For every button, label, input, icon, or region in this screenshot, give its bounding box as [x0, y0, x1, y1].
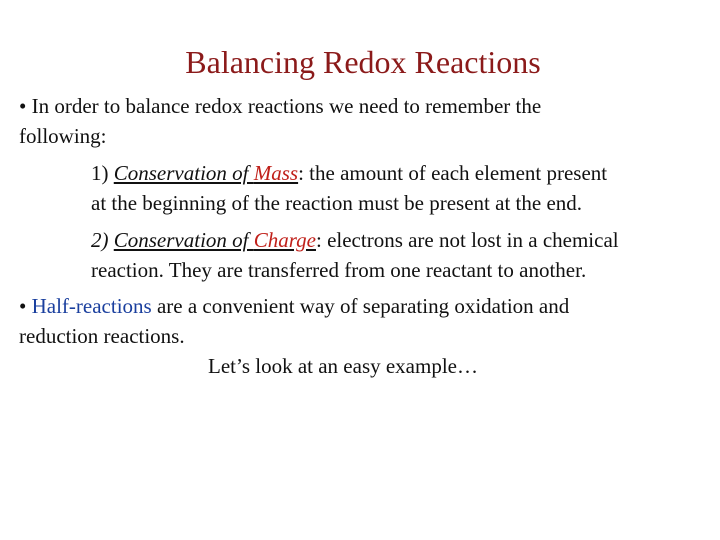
bullet-half-reactions: [19, 291, 569, 351]
item-mass: [91, 158, 607, 218]
bullet-intro-line2: following:: [19, 124, 107, 148]
item-mass-number: 1): [91, 161, 114, 185]
item-mass-term-highlight: Mass: [253, 161, 299, 185]
half-reactions-term: Half-reactions: [31, 294, 152, 318]
item-charge-number: 2): [91, 228, 114, 252]
item-mass-term: [114, 161, 298, 185]
bullet-intro-line1: [19, 91, 541, 121]
item-charge-term: [114, 228, 316, 252]
bullet-half-reactions-text: are a convenient way of separating oxidation and: [151, 294, 570, 318]
slide-title: Balancing Redox Reactions: [185, 44, 541, 80]
item-charge-text: : electrons are not lost in a chemical: [315, 228, 619, 252]
item-mass-line1: [91, 158, 607, 188]
bullet-intro-text: In order to balance redox reactions we need to remember the: [26, 94, 542, 118]
item-charge-term-prefix: Conservation of: [113, 228, 254, 252]
item-mass-term-prefix: Conservation of: [113, 161, 254, 185]
bullet-half-reactions-line2: reduction reactions.: [19, 324, 185, 348]
item-charge-term-highlight: Charge: [253, 228, 316, 252]
closing-line: Let’s look at an easy example…: [208, 354, 478, 378]
item-charge-line2: reaction. They are transferred from one reactant to another.: [91, 258, 587, 282]
bullet-intro: [19, 91, 541, 151]
bullet-half-reactions-line1: [19, 291, 569, 321]
item-charge: [91, 225, 619, 285]
bullet-icon: •: [19, 294, 27, 318]
item-charge-line1: [91, 225, 619, 255]
item-mass-line2: at the beginning of the reaction must be present at the end.: [91, 191, 583, 215]
item-mass-text: : the amount of each element present: [298, 161, 608, 185]
bullet-icon: •: [19, 94, 27, 118]
